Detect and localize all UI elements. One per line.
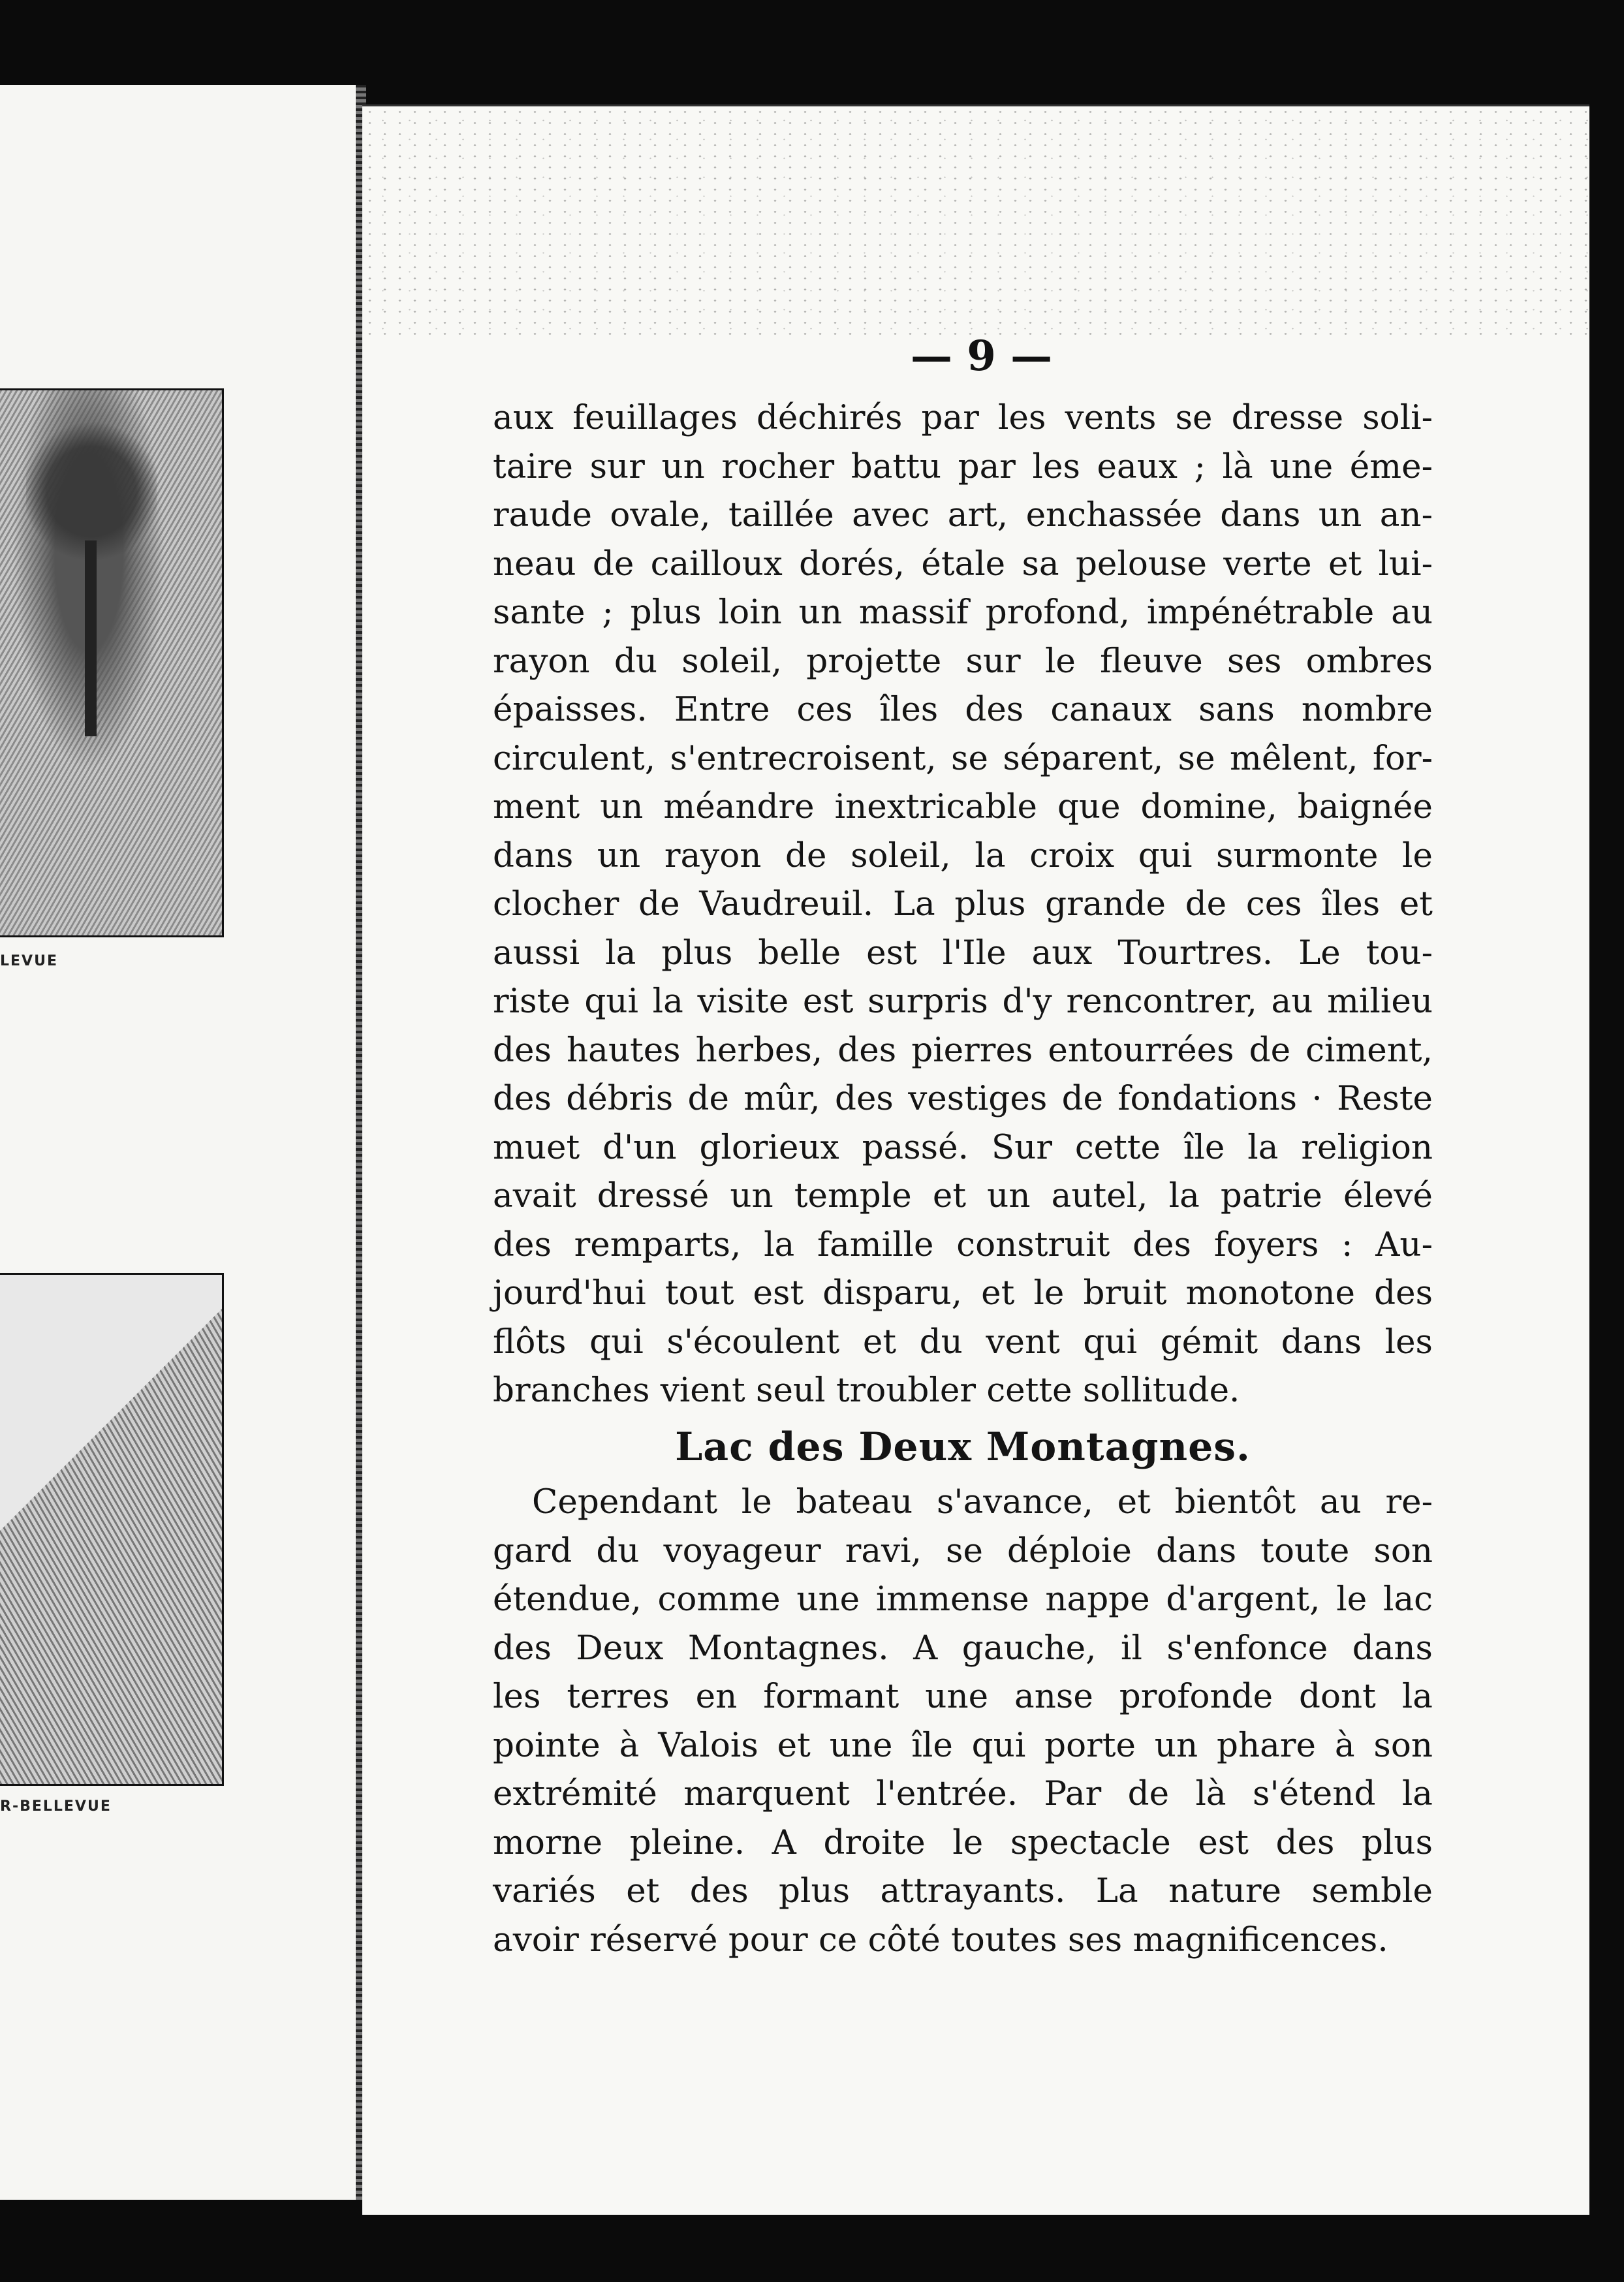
text-line: morne pleine. A droite le spectacle est des plus xyxy=(493,1822,1433,1862)
text-line: riste qui la visite est surpris d'y rencontrer, au milieu xyxy=(493,982,1433,1021)
text-line: gard du voyageur ravi, se déploie dans toute son xyxy=(493,1531,1433,1571)
section-heading: Lac des Deux Montagnes. xyxy=(675,1424,1251,1470)
text-line: taire sur un rocher battu par les eaux ; là une éme- xyxy=(493,446,1433,486)
text-line: ment un méandre inextricable que domine, baignée xyxy=(493,787,1433,826)
landscape-photo-house xyxy=(0,1273,224,1786)
text-line: variés et des plus attrayants. La nature semble xyxy=(493,1871,1433,1911)
text-line: aux feuillages déchirés par les vents se dresse soli- xyxy=(493,398,1433,437)
right-page xyxy=(362,104,1589,2215)
text-line: sante ; plus loin un massif profond, impénétrable au xyxy=(493,593,1433,632)
text-line: branches vient seul troubler cette sollitude. xyxy=(493,1371,1240,1410)
photo-caption-2: R-BELLEVUE xyxy=(0,1798,112,1815)
text-line: épaisses. Entre ces îles des canaux sans nombre xyxy=(493,690,1433,729)
text-line: les terres en formant une anse profonde dont la xyxy=(493,1677,1433,1716)
text-line: des remparts, la famille construit des foyers : Au- xyxy=(493,1225,1433,1264)
text-line: rayon du soleil, projette sur le fleuve ses ombres xyxy=(493,641,1433,681)
page-number: — 9 — xyxy=(911,332,1053,381)
paragraph-1 xyxy=(493,394,1433,1415)
text-line: des Deux Montagnes. A gauche, il s'enfonce dans xyxy=(493,1628,1433,1668)
print-noise xyxy=(362,106,1589,341)
text-line: aussi la plus belle est l'Ile aux Tourtres. Le tou- xyxy=(493,933,1433,973)
text-line: dans un rayon de soleil, la croix qui surmonte le xyxy=(493,836,1433,875)
left-page-fragment xyxy=(0,85,359,2200)
text-line: pointe à Valois et une île qui porte un phare à son xyxy=(493,1725,1433,1765)
text-line: avoir réservé pour ce côté toutes ses magnificences. xyxy=(493,1920,1388,1960)
text-line: avait dressé un temple et un autel, la patrie élevé xyxy=(493,1176,1433,1215)
text-line: muet d'un glorieux passé. Sur cette île la religion xyxy=(493,1127,1433,1167)
page-text xyxy=(493,394,1433,1964)
text-line: des débris de mûr, des vestiges de fondations · Reste xyxy=(493,1079,1433,1118)
text-line: Cependant le bateau s'avance, et bientôt au re- xyxy=(532,1482,1433,1522)
landscape-photo-trees xyxy=(0,388,224,937)
text-line: circulent, s'entrecroisent, se séparent, se mêlent, for- xyxy=(493,738,1433,778)
text-line: jourd'hui tout est disparu, et le bruit monotone des xyxy=(493,1274,1433,1313)
photo-caption-1: LEVUE xyxy=(0,953,58,969)
text-line: flôts qui s'écoulent et du vent qui gémit dans les xyxy=(493,1322,1433,1362)
text-line: étendue, comme une immense nappe d'argent, le lac xyxy=(493,1580,1433,1619)
text-line: raude ovale, taillée avec art, enchassée dans un an- xyxy=(493,495,1433,535)
text-line: neau de cailloux dorés, étale sa pelouse verte et lui- xyxy=(493,544,1433,584)
text-line: des hautes herbes, des pierres entourrées de ciment, xyxy=(493,1030,1433,1070)
text-line: clocher de Vaudreuil. La plus grande de ces îles et xyxy=(493,884,1433,924)
tree-trunk xyxy=(85,540,97,736)
text-line: extrémité marquent l'entrée. Par de là s'étend la xyxy=(493,1774,1433,1813)
paragraph-2 xyxy=(493,1478,1433,1964)
